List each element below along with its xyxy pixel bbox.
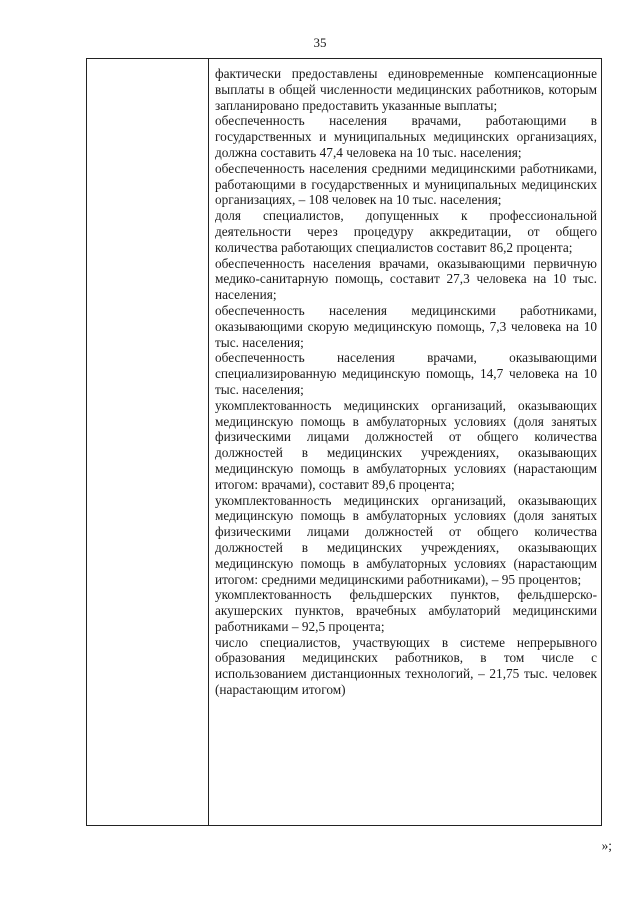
- closing-quote-mark: »;: [601, 838, 612, 853]
- paragraph: укомплектованность фельдшерских пунктов, фельдшерско-акушерских пунктов, врачебных амбулаторий медицинскими работниками – 92,5 процента;: [215, 587, 597, 634]
- table-cell-text: [215, 66, 597, 698]
- paragraph: обеспеченность населения медицинскими работниками, оказывающими скорую медицинскую помощь, 7,3 человека на 10 тыс. населения;: [215, 302, 597, 350]
- paragraph: обеспеченность населения врачами, работающими в государственных и муниципальных медицинских организациях, должна составить 47,4 человека на 10 тыс. населения;: [215, 113, 597, 160]
- page-number: 35: [313, 35, 327, 50]
- paragraph: обеспеченность населения врачами, оказывающими специализированную медицинскую помощь, 14,7 человека на 10 тыс. населения;: [215, 350, 597, 397]
- paragraph: число специалистов, участвующих в системе непрерывного образования медицинских работников, в том числе с использованием дистанционных технологий, – 21,75 тыс. человек (нарастающим итогом): [215, 634, 597, 698]
- paragraph: доля специалистов, допущенных к профессиональной деятельности через процедуру аккредитации, от общего количества работающих специалистов составит 86,2 процента;: [215, 208, 597, 255]
- paragraph: укомплектованность медицинских организаций, оказывающих медицинскую помощь в амбулаторных условиях (доля занятых физическими лицами должностей от общего количества должностей в медицинских учреждениях, оказывающих медицинскую помощь в амбулаторных условиях (нарастающим итогом: средними медицинскими работниками), – 95 процентов;: [215, 492, 597, 587]
- column-divider: [208, 59, 209, 825]
- paragraph: укомплектованность медицинских организаций, оказывающих медицинскую помощь в амбулаторных условиях (доля занятых физическими лицами должностей от общего количества должностей в медицинских учреждениях, оказывающих медицинскую помощь в амбулаторных условиях (нарастающим итогом: врачами), составит 89,6 процента;: [215, 397, 597, 492]
- document-table: [86, 58, 602, 826]
- paragraph: фактически предоставлены единовременные компенсационные выплаты в общей численности медицинских работников, которым запланировано предоставить указанные выплаты;: [215, 66, 597, 113]
- paragraph: обеспеченность населения врачами, оказывающими первичную медико-санитарную помощь, составит 27,3 человека на 10 тыс. населения;: [215, 255, 597, 303]
- paragraph: обеспеченность населения средними медицинскими работниками, работающими в государственных и муниципальных медицинских организациях, – 108 человек на 10 тыс. населения;: [215, 160, 597, 208]
